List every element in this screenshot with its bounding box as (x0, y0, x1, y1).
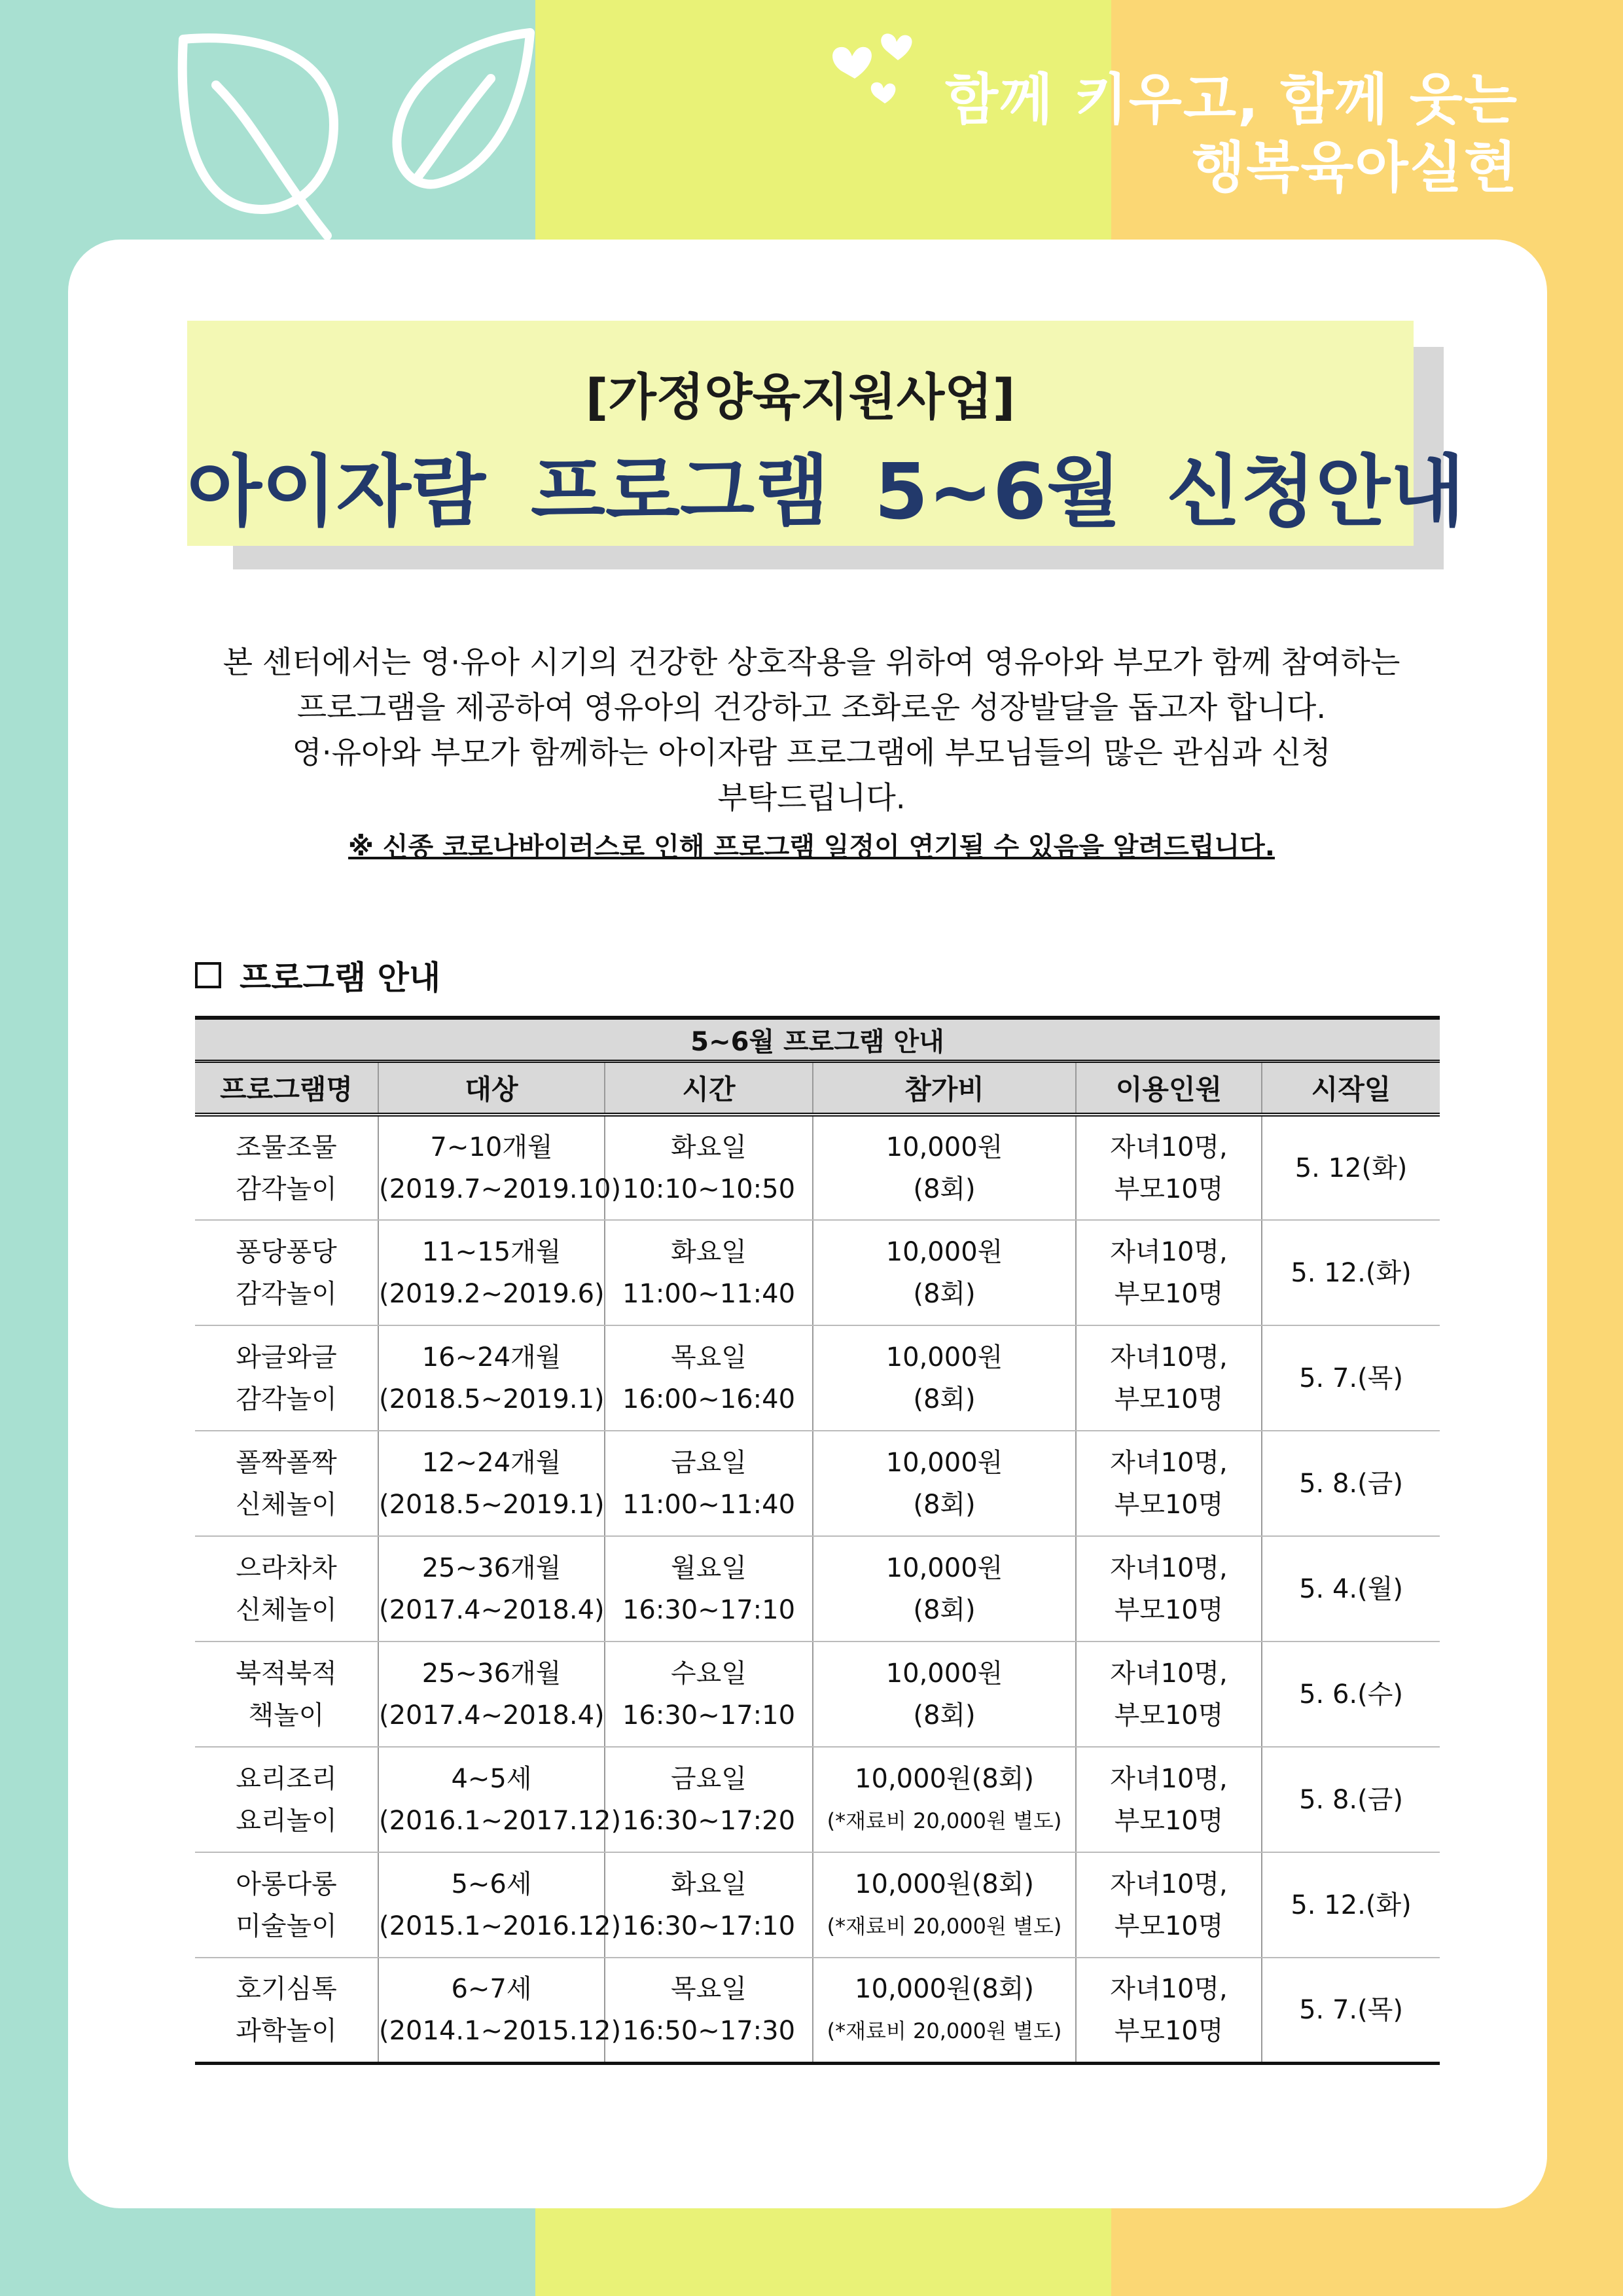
fee-cell (813, 1747, 1076, 1852)
fee-amount: 10,000원 (885, 1447, 1003, 1478)
title-subheading: [가정양육지원사업] (585, 368, 1016, 426)
section-title: 프로그램 안내 (240, 959, 441, 997)
time-day: 금요일 (671, 1763, 747, 1794)
table-caption: 5~6월 프로그램 안내 (195, 1018, 1440, 1061)
capacity-children: 자녀10명, (1110, 1973, 1228, 2004)
start-date-cell: 5. 12.(화) (1262, 1852, 1440, 1958)
fee-note: (8회) (913, 1278, 976, 1309)
capacity-children: 자녀10명, (1110, 1447, 1228, 1478)
title-box (187, 321, 1465, 546)
table-row (195, 1747, 1440, 1852)
slogan-line-1: 함께 키우고, 함께 웃는 (945, 67, 1518, 132)
fee-cell (813, 1220, 1076, 1325)
header-fee: 참가비 (813, 1061, 1076, 1115)
time-cell (605, 1536, 813, 1641)
target-age: 11~15개월 (421, 1236, 562, 1267)
time-cell (605, 1958, 813, 2063)
capacity-parents: 부모10명 (1114, 1384, 1224, 1414)
target-cell (378, 1325, 605, 1431)
header-time: 시간 (605, 1061, 813, 1115)
program-category: 미술놀이 (236, 1910, 337, 1941)
header-start-date: 시작일 (1262, 1061, 1440, 1115)
fee-note: (*재료비 20,000원 별도) (827, 1808, 1062, 1833)
header-capacity: 이용인원 (1076, 1061, 1262, 1115)
time-range: 16:30~17:10 (622, 1910, 796, 1941)
start-date-cell: 5. 7.(목) (1262, 1325, 1440, 1431)
slogan-line-2: 행복육아실현 (1192, 135, 1518, 200)
header-target: 대상 (378, 1061, 605, 1115)
hearts-icon (825, 31, 936, 110)
intro-line-3: 영·유아와 부모가 함께하는 아이자람 프로그램에 부모님들의 많은 관심과 신청 (292, 735, 1331, 771)
capacity-children: 자녀10명, (1110, 1236, 1228, 1267)
target-birth-range: (2017.4~2018.4) (379, 1594, 605, 1625)
time-range: 11:00~11:40 (622, 1489, 796, 1520)
time-cell (605, 1115, 813, 1220)
table-row (195, 1958, 1440, 2063)
time-cell (605, 1641, 813, 1747)
target-cell (378, 1115, 622, 1220)
table-caption-row (195, 1018, 1440, 1061)
capacity-parents: 부모10명 (1114, 2015, 1224, 2046)
fee-amount: 10,000원(8회) (855, 1763, 1034, 1794)
target-age: 25~36개월 (421, 1552, 562, 1583)
time-day: 화요일 (671, 1869, 747, 1899)
target-age: 12~24개월 (421, 1447, 562, 1478)
target-birth-range: (2019.2~2019.6) (379, 1278, 605, 1309)
fee-cell (813, 1852, 1076, 1958)
table-row (195, 1852, 1440, 1958)
target-age: 6~7세 (451, 1973, 532, 2004)
fee-cell (813, 1536, 1076, 1641)
capacity-cell (1076, 1115, 1262, 1220)
target-cell (378, 1747, 622, 1852)
program-category: 요리놀이 (236, 1805, 337, 1836)
table-row (195, 1641, 1440, 1747)
page-title: 아이자람 프로그램 5~6월 신청안내 (187, 446, 1465, 537)
start-date-cell: 5. 6.(수) (1262, 1641, 1440, 1747)
program-name-cell (195, 1641, 378, 1747)
capacity-children: 자녀10명, (1110, 1763, 1228, 1794)
table-row (195, 1431, 1440, 1536)
intro-line-4: 부탁드립니다. (717, 780, 906, 816)
start-date-cell: 5. 8.(금) (1262, 1431, 1440, 1536)
start-date-cell: 5. 12.(화) (1262, 1220, 1440, 1325)
program-category: 감각놀이 (236, 1174, 337, 1204)
time-day: 목요일 (671, 1973, 747, 2004)
fee-cell (813, 1115, 1076, 1220)
time-range: 16:00~16:40 (622, 1384, 796, 1414)
fee-amount: 10,000원(8회) (855, 1869, 1034, 1899)
target-cell (378, 1958, 622, 2063)
target-birth-range: (2018.5~2019.1) (379, 1384, 605, 1414)
program-name-cell (195, 1747, 378, 1852)
table-row (195, 1325, 1440, 1431)
start-date-cell: 5. 7.(목) (1262, 1958, 1440, 2063)
fee-amount: 10,000원 (885, 1132, 1003, 1162)
capacity-cell (1076, 1641, 1262, 1747)
time-range: 10:10~10:50 (622, 1174, 796, 1204)
capacity-cell (1076, 1325, 1262, 1431)
target-cell (378, 1852, 622, 1958)
time-range: 11:00~11:40 (622, 1278, 796, 1309)
target-cell (378, 1641, 605, 1747)
time-cell (605, 1220, 813, 1325)
time-cell (605, 1431, 813, 1536)
capacity-cell (1076, 1747, 1262, 1852)
target-birth-range: (2018.5~2019.1) (379, 1489, 605, 1520)
program-category: 신체놀이 (236, 1594, 337, 1625)
target-age: 25~36개월 (421, 1658, 562, 1689)
target-birth-range: (2017.4~2018.4) (379, 1700, 605, 1731)
time-range: 16:30~17:20 (622, 1805, 796, 1836)
capacity-parents: 부모10명 (1114, 1910, 1224, 1941)
capacity-cell (1076, 1536, 1262, 1641)
program-name: 퐁당퐁당 (236, 1236, 337, 1267)
capacity-children: 자녀10명, (1110, 1869, 1228, 1899)
target-birth-range: (2019.7~2019.10) (379, 1174, 622, 1204)
table-row (195, 1536, 1440, 1641)
fee-note: (8회) (913, 1489, 976, 1520)
program-name-cell (195, 1431, 378, 1536)
capacity-cell (1076, 1431, 1262, 1536)
program-category: 감각놀이 (236, 1278, 337, 1309)
program-name: 조물조물 (236, 1132, 337, 1162)
program-name: 으라차차 (236, 1552, 337, 1583)
intro-paragraph (164, 640, 1459, 821)
target-age: 16~24개월 (421, 1342, 562, 1372)
capacity-children: 자녀10명, (1110, 1132, 1228, 1162)
program-name-cell (195, 1852, 378, 1958)
capacity-parents: 부모10명 (1114, 1489, 1224, 1520)
program-name-cell (195, 1115, 378, 1220)
program-name: 폴짝폴짝 (236, 1447, 337, 1478)
capacity-cell (1076, 1220, 1262, 1325)
program-name-cell (195, 1220, 378, 1325)
fee-note: (8회) (913, 1174, 976, 1204)
program-name: 북적북적 (236, 1658, 337, 1689)
program-category: 과학놀이 (236, 2015, 337, 2046)
capacity-parents: 부모10명 (1114, 1594, 1224, 1625)
capacity-children: 자녀10명, (1110, 1658, 1228, 1689)
target-cell (378, 1536, 605, 1641)
program-name: 호기심톡 (236, 1973, 337, 2004)
fee-cell (813, 1325, 1076, 1431)
target-age: 5~6세 (451, 1869, 532, 1899)
fee-note: (8회) (913, 1700, 976, 1731)
time-cell (605, 1852, 813, 1958)
fee-amount: 10,000원 (885, 1342, 1003, 1372)
capacity-cell (1076, 1958, 1262, 2063)
program-name-cell (195, 1325, 378, 1431)
capacity-cell (1076, 1852, 1262, 1958)
fee-amount: 10,000원 (885, 1658, 1003, 1689)
capacity-children: 자녀10명, (1110, 1552, 1228, 1583)
time-range: 16:50~17:30 (622, 2015, 796, 2046)
time-day: 금요일 (671, 1447, 747, 1478)
table-row (195, 1220, 1440, 1325)
start-date-cell: 5. 8.(금) (1262, 1747, 1440, 1852)
intro-line-1: 본 센터에서는 영·유아 시기의 건강한 상호작용을 위하여 영유아와 부모가 함께 참여하는 (223, 645, 1400, 681)
time-day: 목요일 (671, 1342, 747, 1372)
program-table-wrapper (195, 1016, 1440, 2065)
leaves-icon (164, 13, 543, 249)
time-range: 16:30~17:10 (622, 1700, 796, 1731)
section-heading (195, 952, 440, 999)
intro-line-2: 프로그램을 제공하여 영유아의 건강하고 조화로운 성장발달을 돕고자 합니다. (296, 690, 1327, 726)
program-name-cell (195, 1958, 378, 2063)
capacity-children: 자녀10명, (1110, 1342, 1228, 1372)
fee-cell (813, 1431, 1076, 1536)
fee-amount: 10,000원(8회) (855, 1973, 1034, 2004)
table-header-row (195, 1061, 1440, 1115)
checkbox-icon (195, 962, 221, 988)
time-day: 월요일 (671, 1552, 747, 1583)
program-category: 책놀이 (248, 1700, 325, 1731)
time-cell (605, 1747, 813, 1852)
header-program-name: 프로그램명 (195, 1061, 378, 1115)
program-category: 신체놀이 (236, 1489, 337, 1520)
fee-note: (8회) (913, 1384, 976, 1414)
program-name: 요리조리 (236, 1763, 337, 1794)
slogan (945, 65, 1518, 202)
capacity-parents: 부모10명 (1114, 1700, 1224, 1731)
target-age: 7~10개월 (430, 1132, 553, 1162)
fee-note: (*재료비 20,000원 별도) (827, 1913, 1062, 1939)
target-birth-range: (2014.1~2015.12) (379, 2015, 622, 2046)
start-date-cell: 5. 4.(월) (1262, 1536, 1440, 1641)
program-category: 감각놀이 (236, 1384, 337, 1414)
time-cell (605, 1325, 813, 1431)
target-cell (378, 1220, 605, 1325)
target-cell (378, 1431, 605, 1536)
fee-amount: 10,000원 (885, 1552, 1003, 1583)
time-day: 화요일 (671, 1236, 747, 1267)
fee-cell (813, 1958, 1076, 2063)
start-date-cell: 5. 12(화) (1262, 1115, 1440, 1220)
program-name: 와글와글 (236, 1342, 337, 1372)
program-name: 아롱다롱 (236, 1869, 337, 1899)
table-row (195, 1115, 1440, 1220)
time-range: 16:30~17:10 (622, 1594, 796, 1625)
fee-cell (813, 1641, 1076, 1747)
target-age: 4~5세 (451, 1763, 532, 1794)
fee-note: (*재료비 20,000원 별도) (827, 2018, 1062, 2043)
notice-text: ※ 신종 코로나바이러스로 인해 프로그램 일정이 연기될 수 있음을 알려드립니다. (348, 832, 1275, 862)
time-day: 화요일 (671, 1132, 747, 1162)
time-day: 수요일 (671, 1658, 747, 1689)
capacity-parents: 부모10명 (1114, 1174, 1224, 1204)
capacity-parents: 부모10명 (1114, 1805, 1224, 1836)
target-birth-range: (2016.1~2017.12) (379, 1805, 622, 1836)
fee-note: (8회) (913, 1594, 976, 1625)
program-name-cell (195, 1536, 378, 1641)
target-birth-range: (2015.1~2016.12) (379, 1910, 622, 1941)
fee-amount: 10,000원 (885, 1236, 1003, 1267)
program-table (195, 1016, 1440, 2065)
capacity-parents: 부모10명 (1114, 1278, 1224, 1309)
